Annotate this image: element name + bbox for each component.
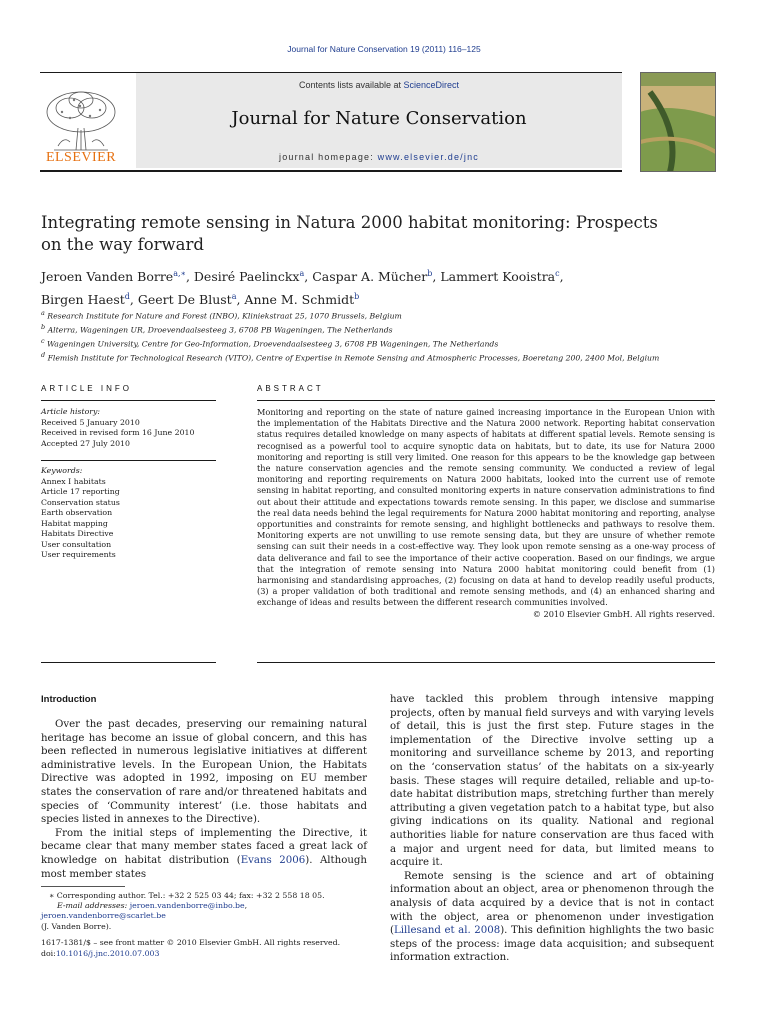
journal-title: Journal for Nature Conservation bbox=[231, 108, 527, 129]
article-title: Integrating remote sensing in Natura 2000 habitat monitoring: Prospects on the way forward bbox=[41, 213, 658, 254]
issn-line: 1617-1381/$ – see front matter © 2010 Elsevier GmbH. All rights reserved. bbox=[41, 938, 341, 947]
journal-cover-thumbnail[interactable] bbox=[640, 72, 716, 172]
sciencedirect-link[interactable]: ScienceDirect bbox=[403, 80, 460, 90]
author-list: Jeroen Vanden Borre$^{a,∗}$, Desiré Paelinckx$^a$, Caspar A. Mücher$^b$, Lammert Kooistra$^c$, Birgen Haest$^d$, Geert De Blust$^a$, Anne M. Schmidt$^b$ bbox=[41, 269, 564, 308]
keywords bbox=[41, 466, 216, 561]
email-link[interactable]: jeroen.vandenborre@scarlet.be bbox=[41, 911, 166, 921]
abstract-heading: ABSTRACT bbox=[257, 384, 324, 393]
article-history-label: Article history: bbox=[41, 407, 101, 416]
abstract-body bbox=[257, 407, 715, 620]
article-info-divider bbox=[41, 460, 216, 461]
abstract-bottom-rule bbox=[257, 662, 715, 663]
header-bottom-rule bbox=[40, 170, 622, 172]
paragraph: have tackled this problem through intensive mapping projects, often by manual field surveys and with varying levels of detail, this is just the first step. Future stages in the implementation of the Directive involve setting up a monitoring and surveillance scheme by 2013, and reporting on the ‘conservation status’ of the habitats on a six-yearly basis. These stages will require detailed, reliable and up-to-date habitat distribution maps, stretching further than merely attributing a given vegetation patch to a habitat type, but also giving indications on its quality. National and regional authorities liable for nature conservation are thus faced with a major and urgent need for data, but limited means to acquire it. bbox=[390, 694, 714, 869]
article-history bbox=[41, 407, 216, 449]
doi-link[interactable]: 10.1016/j.jnc.2010.07.003 bbox=[55, 949, 160, 958]
email-link[interactable]: jeroen.vandenborre@inbo.be bbox=[129, 901, 245, 911]
front-matter-info bbox=[41, 937, 371, 959]
body-right-column bbox=[390, 693, 714, 965]
paragraph: Remote sensing is the science and art of obtaining information about an object, area or phenomenon through the analysis of data acquired by a device that is not in contact with the object, area or phenomenon under investigation (Lillesand et al. 2008). This definition highlights the two basic steps of the process: image data acquisition; and subsequent information extraction. bbox=[390, 870, 714, 964]
affiliation: $^d$ Flemish Institute for Technological Research (VITO), Centre of Expertise in Remote Sensing and Atmospheric Processes, Boeretang 200, 2400 Mol, Belgium bbox=[41, 351, 660, 363]
article-info-bottom-rule bbox=[41, 662, 216, 663]
affiliation: $^c$ Wageningen University, Centre for Geo-Information, Droevendaalsesteeg 3, 6708 PB Wageningen, The Netherlands bbox=[41, 337, 499, 349]
introduction-heading: Introduction bbox=[41, 694, 97, 705]
author[interactable]: Caspar A. Mücher$^b$ bbox=[312, 269, 433, 285]
keyword: Earth observation bbox=[41, 508, 113, 517]
paragraph: Over the past decades, preserving our remaining natural heritage has become an issue of global concern, and this has been reflected in numerous legislative initiatives at different administrative levels. In the European Union, the Habitats Directive was adopted in 1992, imposing on EU member states the conservation of rare and/or threatened habitats and species of ‘Community interest’ (i.e. those habitats and species listed in annexes to the Directive). bbox=[41, 719, 367, 826]
footnote-rule bbox=[41, 886, 125, 887]
abstract-copyright: © 2010 Elsevier GmbH. All rights reserved. bbox=[532, 608, 715, 619]
citation-link[interactable]: Lillesand et al. 2008 bbox=[393, 925, 501, 937]
author[interactable]: Jeroen Vanden Borre$^{a,∗}$ bbox=[41, 269, 186, 285]
citation-link[interactable]: Evans 2006 bbox=[240, 854, 306, 866]
abstract-text: Monitoring and reporting on the state of nature gained increasing importance in the European Union with the implementation of the Habitats Directive and the Natura 2000 network. Reporting habitat conservation status requires detailed knowledge on many aspects of habitats at different spatial levels. Remote sensing is recognised as a powerful tool to acquire synoptic data on habitats, but to date, its use for Natura 2000 monitoring and reporting is still very limited. One reason for this appears to be the knowledge gap between the nature conservation agencies and the remote sensing community. We conducted a review of legal monitoring and reporting requirements on Natura 2000 habitats, looked into the current use of remote sensing in habitat reporting, and consulted monitoring experts in nature conservation administrations to find out about their attitude and expectations towards remote sensing. In this paper, we disclose and summarise the real data needs behind the legal requirements for Natura 2000 habitat monitoring and reporting, analyse opportunities and constraints for remote sensing, and highlight bottlenecks and pathways to resolve them. Monitoring experts are not unwilling to use remote sensing data, but they are unsure of whether remote sensing can suit their needs in a cost-effective way. They look upon remote sensing as a one-way process of data deliverance and fail to see the importance of their active cooperation. Based on our findings, we argue that the integration of remote sensing into Natura 2000 habitat monitoring could benefit from (1) harmonising and standardising approaches, (2) focusing on data at hand to develop readily useful products, (3) a proper validation of both traditional and remote sensing methods, and (4) an enhanced sharing and exchange of ideas and results between the different research communities involved. bbox=[257, 407, 715, 608]
keyword: Annex I habitats bbox=[41, 476, 106, 486]
affiliations bbox=[41, 308, 731, 364]
header-top-rule bbox=[40, 72, 622, 73]
journal-homepage-line bbox=[136, 152, 622, 162]
history-item: Received in revised form 16 June 2010 bbox=[41, 428, 195, 437]
article-info-rule bbox=[41, 400, 216, 401]
keyword: Article 17 reporting bbox=[41, 487, 120, 496]
keywords-label: Keywords: bbox=[41, 466, 83, 475]
author[interactable]: Desiré Paelinckx$^a$ bbox=[193, 269, 305, 285]
corresponding-author-footnote: ∗ Corresponding author. Tel.: +32 2 525 03 44; fax: +32 2 558 18 05. E-mail addresses: jeroen.vandenborre@inbo.be, jeroen.vandenborre@scarlet.be (J. Vanden Borre). bbox=[41, 891, 325, 931]
homepage-prefix: journal homepage: bbox=[279, 152, 378, 162]
body-left-column bbox=[41, 718, 367, 881]
history-item: Received 5 January 2010 bbox=[41, 417, 140, 427]
keyword: Habitat mapping bbox=[41, 518, 108, 528]
article-info-heading: ARTICLE INFO bbox=[41, 384, 132, 393]
author[interactable]: Geert De Blust$^a$ bbox=[137, 292, 237, 308]
keyword: User requirements bbox=[41, 550, 116, 559]
affiliation: $^b$ Alterra, Wageningen UR, Droevendaalsesteeg 3, 6708 PB Wageningen, The Netherlands bbox=[41, 323, 393, 335]
affiliation: $^a$ Research Institute for Nature and Forest (INBO), Kliniekstraat 25, 1070 Brussels, Belgium bbox=[41, 309, 402, 321]
author[interactable]: Anne M. Schmidt$^b$ bbox=[244, 292, 360, 308]
elsevier-wordmark: ELSEVIER bbox=[45, 150, 117, 165]
doi-line: doi:10.1016/j.jnc.2010.07.003 bbox=[41, 949, 160, 958]
journal-citation-link[interactable]: Journal for Nature Conservation 19 (2011) 116–125 bbox=[287, 44, 481, 54]
keyword: Habitats Directive bbox=[41, 529, 114, 538]
history-item: Accepted 27 July 2010 bbox=[41, 438, 130, 448]
keyword: User consultation bbox=[41, 539, 112, 549]
paragraph: From the initial steps of implementing the Directive, it became clear that many member states faced a great lack of knowledge on habitat distribution (Evans 2006). Although most member states bbox=[41, 827, 367, 880]
keyword: Conservation status bbox=[41, 497, 120, 507]
homepage-link[interactable]: www.elsevier.de/jnc bbox=[377, 152, 479, 162]
contents-available-line bbox=[136, 80, 622, 90]
abstract-rule bbox=[257, 400, 715, 401]
contents-prefix: Contents lists available at bbox=[298, 80, 404, 90]
author[interactable]: Birgen Haest$^d$ bbox=[41, 292, 130, 308]
author[interactable]: Lammert Kooistra$^c$ bbox=[440, 269, 560, 285]
